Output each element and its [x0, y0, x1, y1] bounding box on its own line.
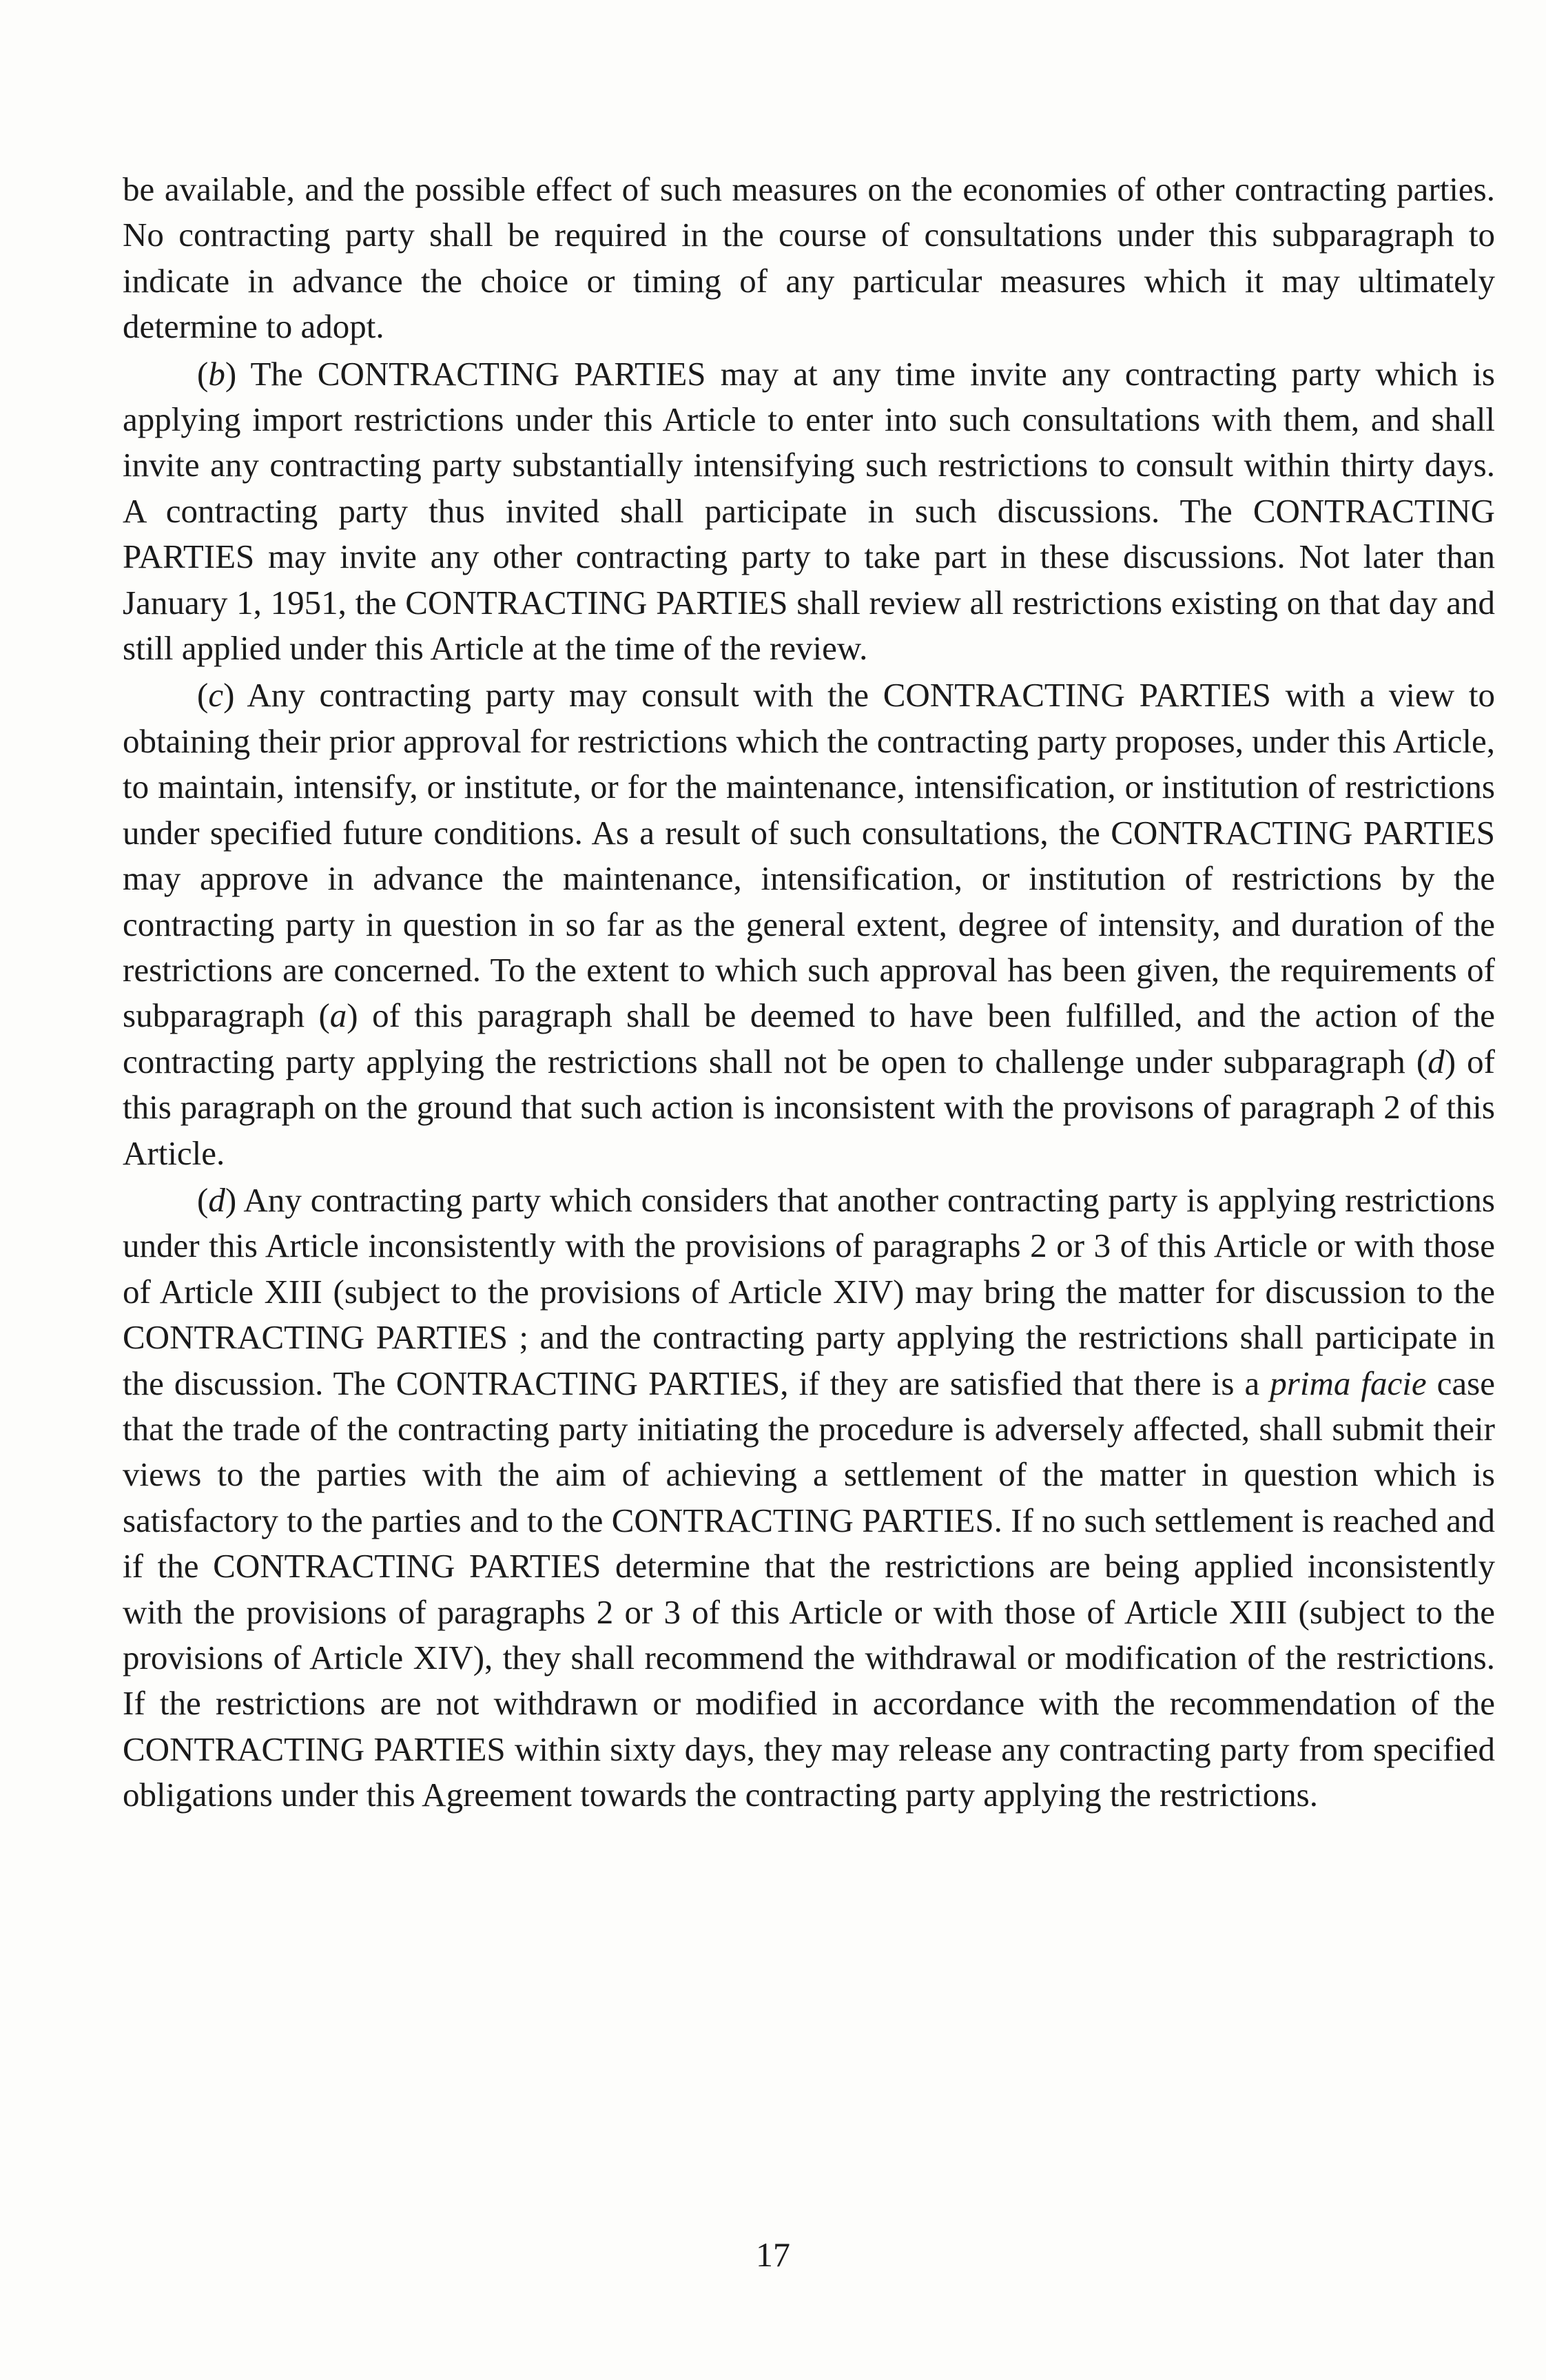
text-run: ( [197, 676, 209, 715]
italic-text-run: prima facie [1270, 1364, 1427, 1402]
paragraph-continuation [123, 167, 1495, 350]
italic-text-run: b [208, 354, 225, 393]
text-run: ) Any contracting party which considers that another contracting party is applying restrictions under this Article inconsistently with the provisions of paragraphs 2 or 3 of this Article or with those of Article XIII (subject to the provisions of Article XIV) may bring the matter for discussion to the CONTRACTING PARTIES ; and the contracting party applying the restrictions shall participate in the discussion. The CONTRACTING PARTIES, if they are satisfied that there is a [123, 1180, 1495, 1402]
text-run: ( [197, 354, 209, 393]
paragraph-subpara-c [123, 673, 1495, 1176]
body-text [123, 167, 1495, 1818]
italic-text-run: d [1428, 1042, 1445, 1080]
text-run: be available, and the possible effect of such measures on the economies of other contracting parties. No contracting party shall be required in the course of consultations under this subparagraph to indicate in advance the choice or timing of any particular measures which it may ultimately determine to adopt. [123, 170, 1495, 346]
text-run: ) Any contracting party may consult with the CONTRACTING PARTIES with a view to obtaining their prior approval for restrictions which the contracting party proposes, under this Article, to maintain, intensify, or institute, or for the maintenance, intensification, or institution of restrictions under specified future conditions. As a result of such consultations, the CONTRACTING PARTIES may approve in advance the maintenance, intensification, or institution of restrictions by the contracting party in question in so far as the general extent, degree of intensity, and duration of the restrictions are concerned. To the extent to which such approval has been given, the requirements of subparagraph ( [123, 676, 1495, 1035]
paragraph-subpara-b [123, 351, 1495, 672]
text-run: case that the trade of the contracting party initiating the procedure is adversely affected, shall submit their views to the parties with the aim of achieving a settlement of the matter in question which is satisfactory to the parties and to the CONTRACTING PARTIES. If no such settlement is reached and if the CONTRACTING PARTIES determine that the restrictions are being applied inconsistently with the provisions of paragraphs 2 or 3 of this Article or with those of Article XIII (subject to the provisions of Article XIV), they shall recommend the withdrawal or modification of the restrictions. If the restrictions are not withdrawn or modified in accordance with the recommendation of the CONTRACTING PARTIES within sixty days, they may release any contracting party from specified obligations under this Agreement towards the contracting party applying the restrictions. [123, 1364, 1495, 1814]
italic-text-run: a [329, 996, 347, 1035]
page-number: 17 [756, 2235, 790, 2274]
text-run: ) The CONTRACTING PARTIES may at any time invite any contracting party which is applying import restrictions under this Article to enter into such consultations with them, and shall invite any contracting party substantially intensifying such restrictions to consult within thirty days. A contracting party thus invited shall participate in such discussions. The CONTRACTING PARTIES may invite any other contracting party to take part in these discussions. Not later than January 1, 1951, the CONTRACTING PARTIES shall review all restrictions existing on that day and still applied under this Article at the time of the review. [123, 354, 1495, 668]
paragraph-subpara-d [123, 1178, 1495, 1818]
text-run: ) of this paragraph on the ground that such action is inconsistent with the provisons of paragraph 2 of this Article. [123, 1042, 1495, 1172]
italic-text-run: d [208, 1180, 225, 1219]
text-run: ) of this paragraph shall be deemed to have been fulfilled, and the action of the contracting party applying the restrictions shall not be open to challenge under subparagraph ( [123, 996, 1495, 1080]
italic-text-run: c [208, 676, 224, 715]
text-run: ( [197, 1180, 209, 1219]
